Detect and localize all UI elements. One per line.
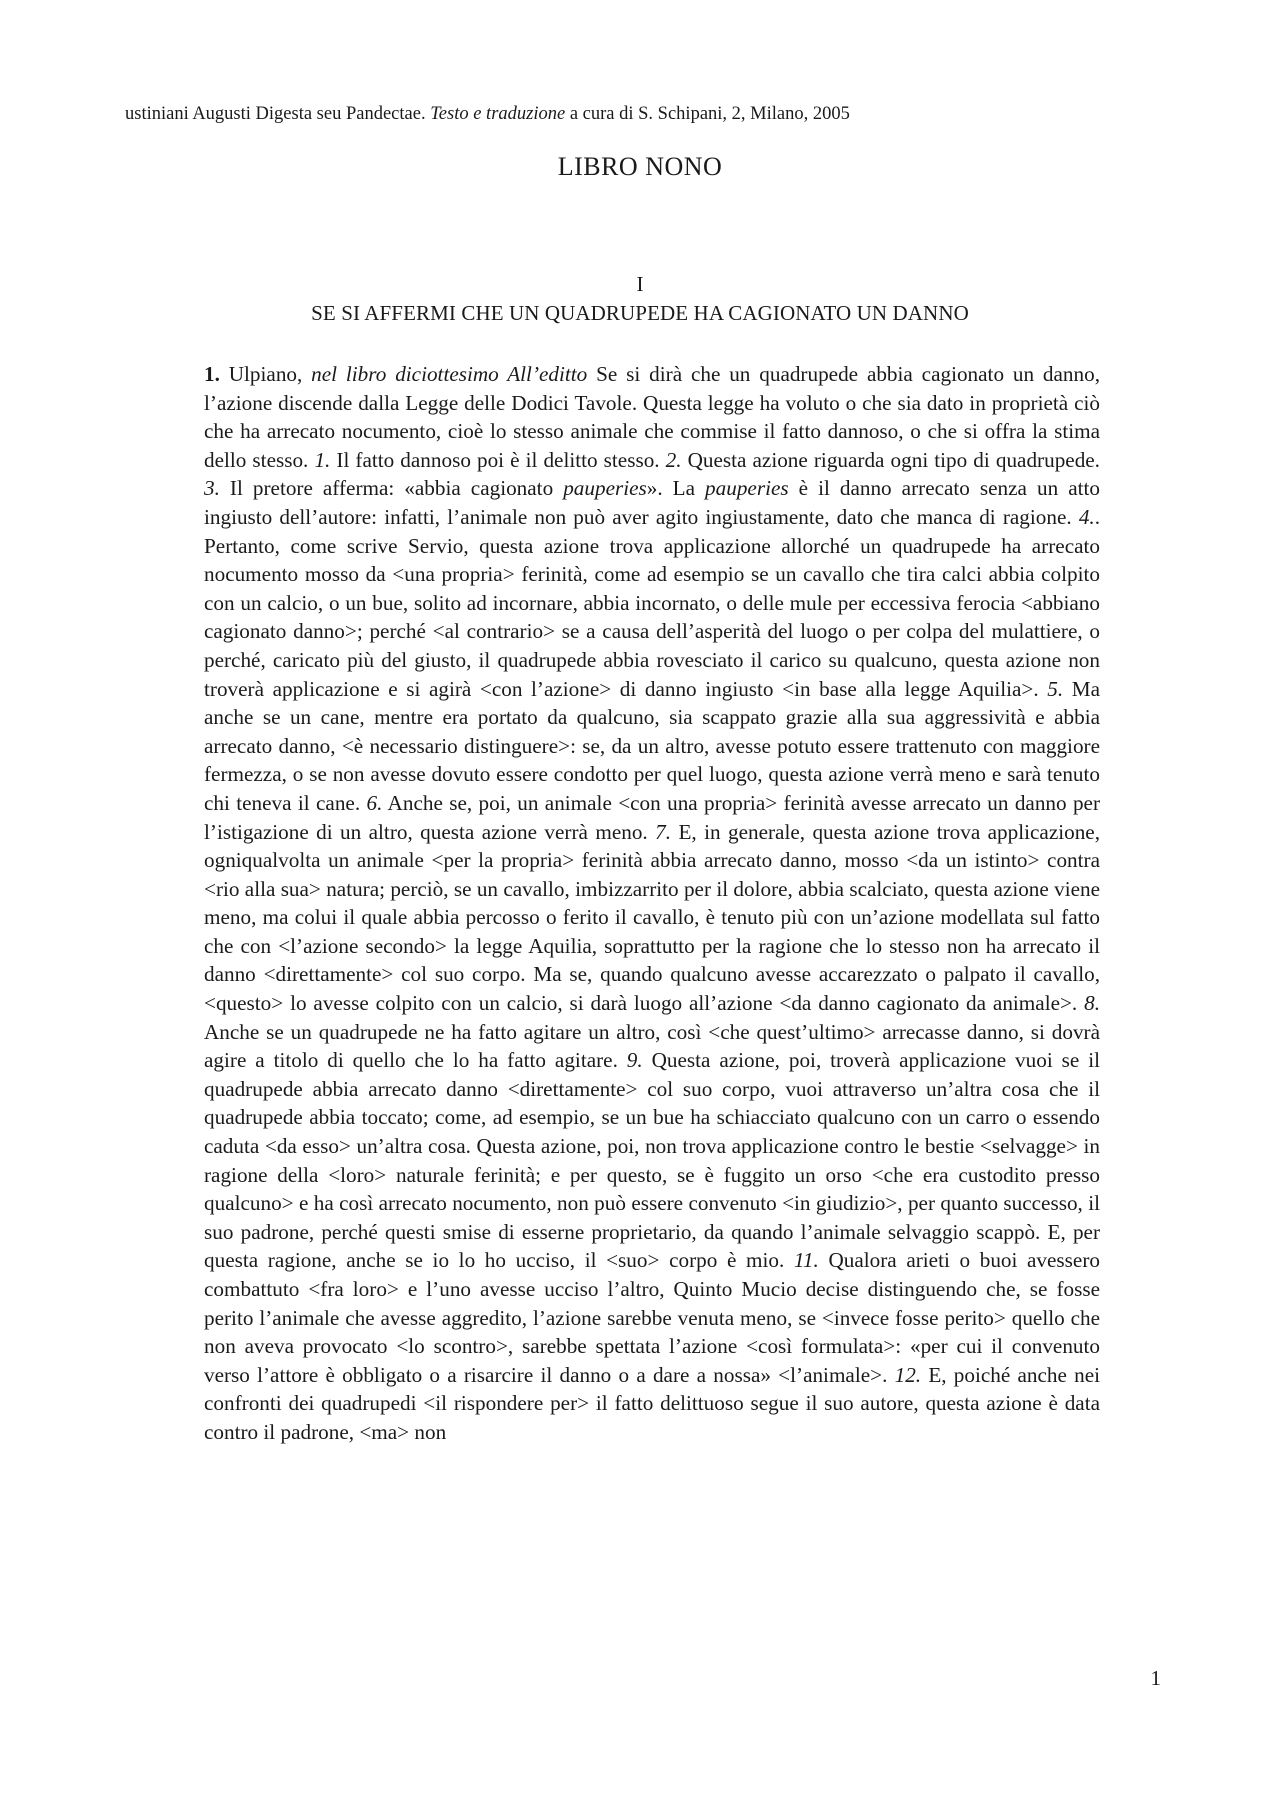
source-citation-rest: a cura di S. Schipani, 2, Milano, 2005 <box>565 104 850 124</box>
source-citation-plain: ustiniani Augusti Digesta seu Pandectae. <box>125 104 431 124</box>
text-segment: Anche se, poi, un animale <con una propria> ferinità avesse arrecato un danno per l’istigazione di un altro, questa azione verrà meno. <box>204 790 1101 844</box>
text-segment: E, poiché anche nei confronti dei quadrupedi <il rispondere per> il fatto delittuoso segue il suo autore, questa azione è data contro il padrone, <ma> non <box>204 1362 1101 1444</box>
fragment-number: 1. <box>204 362 220 386</box>
text-segment: Questa azione riguarda ogni tipo di quadrupede. <box>681 447 1100 472</box>
page-number: 1 <box>1150 1666 1161 1690</box>
paragraph-marker: 4. <box>1078 504 1095 529</box>
paragraph-marker: 5. <box>1047 676 1064 701</box>
text-segment: . Pertanto, come scrive Servio, questa azione trova applicazione allorché un quadrupede ha arrecato nocumento mosso da <una propria> ferinità, come ad esempio se un cavallo che tira calci abbia colpito con un calcio, o un bue, solito ad incornare, abbia incornato, o delle mule per eccessiva ferocia <abbiano cagionato danno>; perché <al contrario> se a causa dell’asperità del luogo o per colpa del mulattiere, o perché, caricato più del giusto, il quadrupede abbia rovesciato il carico su qualcuno, questa azione non troverà applicazione e si agirà <con l’azione> di danno ingiusto <in base alla legge Aquilia>. <box>204 504 1100 701</box>
text-segment: Qualora arieti o buoi avessero combattuto <fra loro> e l’uno avesse ucciso l’altro, Quinto Mucio decise distinguendo che, se fosse perito l’animale che avesse aggredito, l’azione sarebbe venuta meno, se <invece fosse perito> quello che non aveva provocato <lo scontro>, sarebbe spettata l’azione <così formulata>: «per cui il convenuto verso l’attore è obbligato o a risarcire il danno o a dare a nossa» <l’animale>. <box>204 1248 1100 1387</box>
paragraph-marker: 6. <box>366 790 383 815</box>
fragment-text <box>204 362 1100 1444</box>
text-segment: Il fatto dannoso poi è il delitto stesso. <box>330 447 666 472</box>
text-segment: E, in generale, questa azione trova applicazione, ogniqualvolta un animale <per la propria> ferinità abbia arrecato danno, mosso <da un istinto> contra <rio alla sua> natura; perciò, se un cavallo, imbizzarrito per il dolore, abbia scalciato, questa azione viene meno, ma colui il quale abbia percosso o ferito il cavallo, è tenuto più con un’azione modellata sul fatto che con <l’azione secondo> la legge Aquilia, soprattutto per la ragione che lo stesso non ha arrecato il danno <direttamente> col suo corpo. Ma se, quando qualcuno avesse accarezzato o palpato il cavallo, <questo> lo avesse colpito con un calcio, si darà luogo all’azione <da danno cagionato da animale>. <box>204 819 1100 1016</box>
fragment-work: nel libro diciottesimo All’editto <box>311 362 588 386</box>
paragraph-marker: pauperies <box>705 476 789 501</box>
text-segment: Ma anche se un cane, mentre era portato da qualcuno, sia scappato grazie alla sua aggressività e abbia arrecato danno, <è necessario distinguere>: se, da un altro, avesse potuto essere trattenuto con maggiore fermezza, o se non avesse dovuto essere condotto per quel luogo, questa azione verrà meno e sarà tenuto chi teneva il cane. <box>204 676 1100 815</box>
text-segment: Se si dirà che un quadrupede abbia cagionato un danno, l’azione discende dalla Legge delle Dodici Tavole. Questa legge ha voluto o che sia dato in proprietà ciò che ha arrecato nocumento, cioè lo stesso animale che commise il fatto dannoso, o che si offra la stima dello stesso. <box>204 362 1101 472</box>
fragment-body <box>204 360 1100 1447</box>
paragraph-marker: 7. <box>655 819 672 844</box>
source-citation <box>125 104 850 125</box>
paragraph-marker: 9. <box>626 1048 643 1073</box>
paragraph-marker: 11. <box>793 1248 819 1273</box>
paragraph-marker: 8. <box>1084 991 1100 1016</box>
text-segment: Il pretore afferma: «abbia cagionato <box>219 476 564 501</box>
book-title: LIBRO NONO <box>557 152 723 181</box>
text-segment: Anche se un quadrupede ne ha fatto agitare un altro, così <che quest’ultimo> arrecasse danno, si dovrà agire a titolo di quello che lo ha fatto agitare. <box>204 1019 1100 1073</box>
fragment-author: Ulpiano, <box>219 362 312 386</box>
title-number: I <box>636 272 644 296</box>
text-segment: ». La <box>646 476 706 501</box>
source-citation-italic: Testo e traduzione <box>430 104 566 124</box>
paragraph-marker: pauperies <box>563 476 647 501</box>
title-heading: SE SI AFFERMI CHE UN QUADRUPEDE HA CAGIONATO UN DANNO <box>311 301 969 325</box>
text-segment: è il danno arrecato senza un atto ingiusto dell’autore: infatti, l’animale non può aver agito ingiustamente, dato che manca di ragione. <box>204 476 1100 529</box>
paragraph-marker: 3. <box>204 476 220 501</box>
paragraph-marker: 1. <box>314 447 331 472</box>
paragraph-marker: 2. <box>665 447 682 472</box>
paragraph-marker: 12. <box>894 1362 922 1387</box>
text-segment: Questa azione, poi, troverà applicazione vuoi se il quadrupede abbia arrecato danno <direttamente> col suo corpo, vuoi attraverso un’altra cosa che il quadrupede abbia toccato; come, ad esempio, se un bue ha schiacciato qualcuno con un carro o essendo caduta <da esso> un’altra cosa. Questa azione, poi, non trova applicazione contro le bestie <selvagge> in ragione della <loro> naturale ferinità; e per questo, se è fuggito un orso <che era custodito presso qualcuno> e ha così arrecato nocumento, non può essere convenuto <in giudizio>, per quanto successo, il suo padrone, perché questi smise di esserne proprietario, da quando l’animale selvaggio scappò. E, per questa ragione, anche se io lo ho ucciso, il <suo> corpo è mio. <box>204 1048 1100 1273</box>
